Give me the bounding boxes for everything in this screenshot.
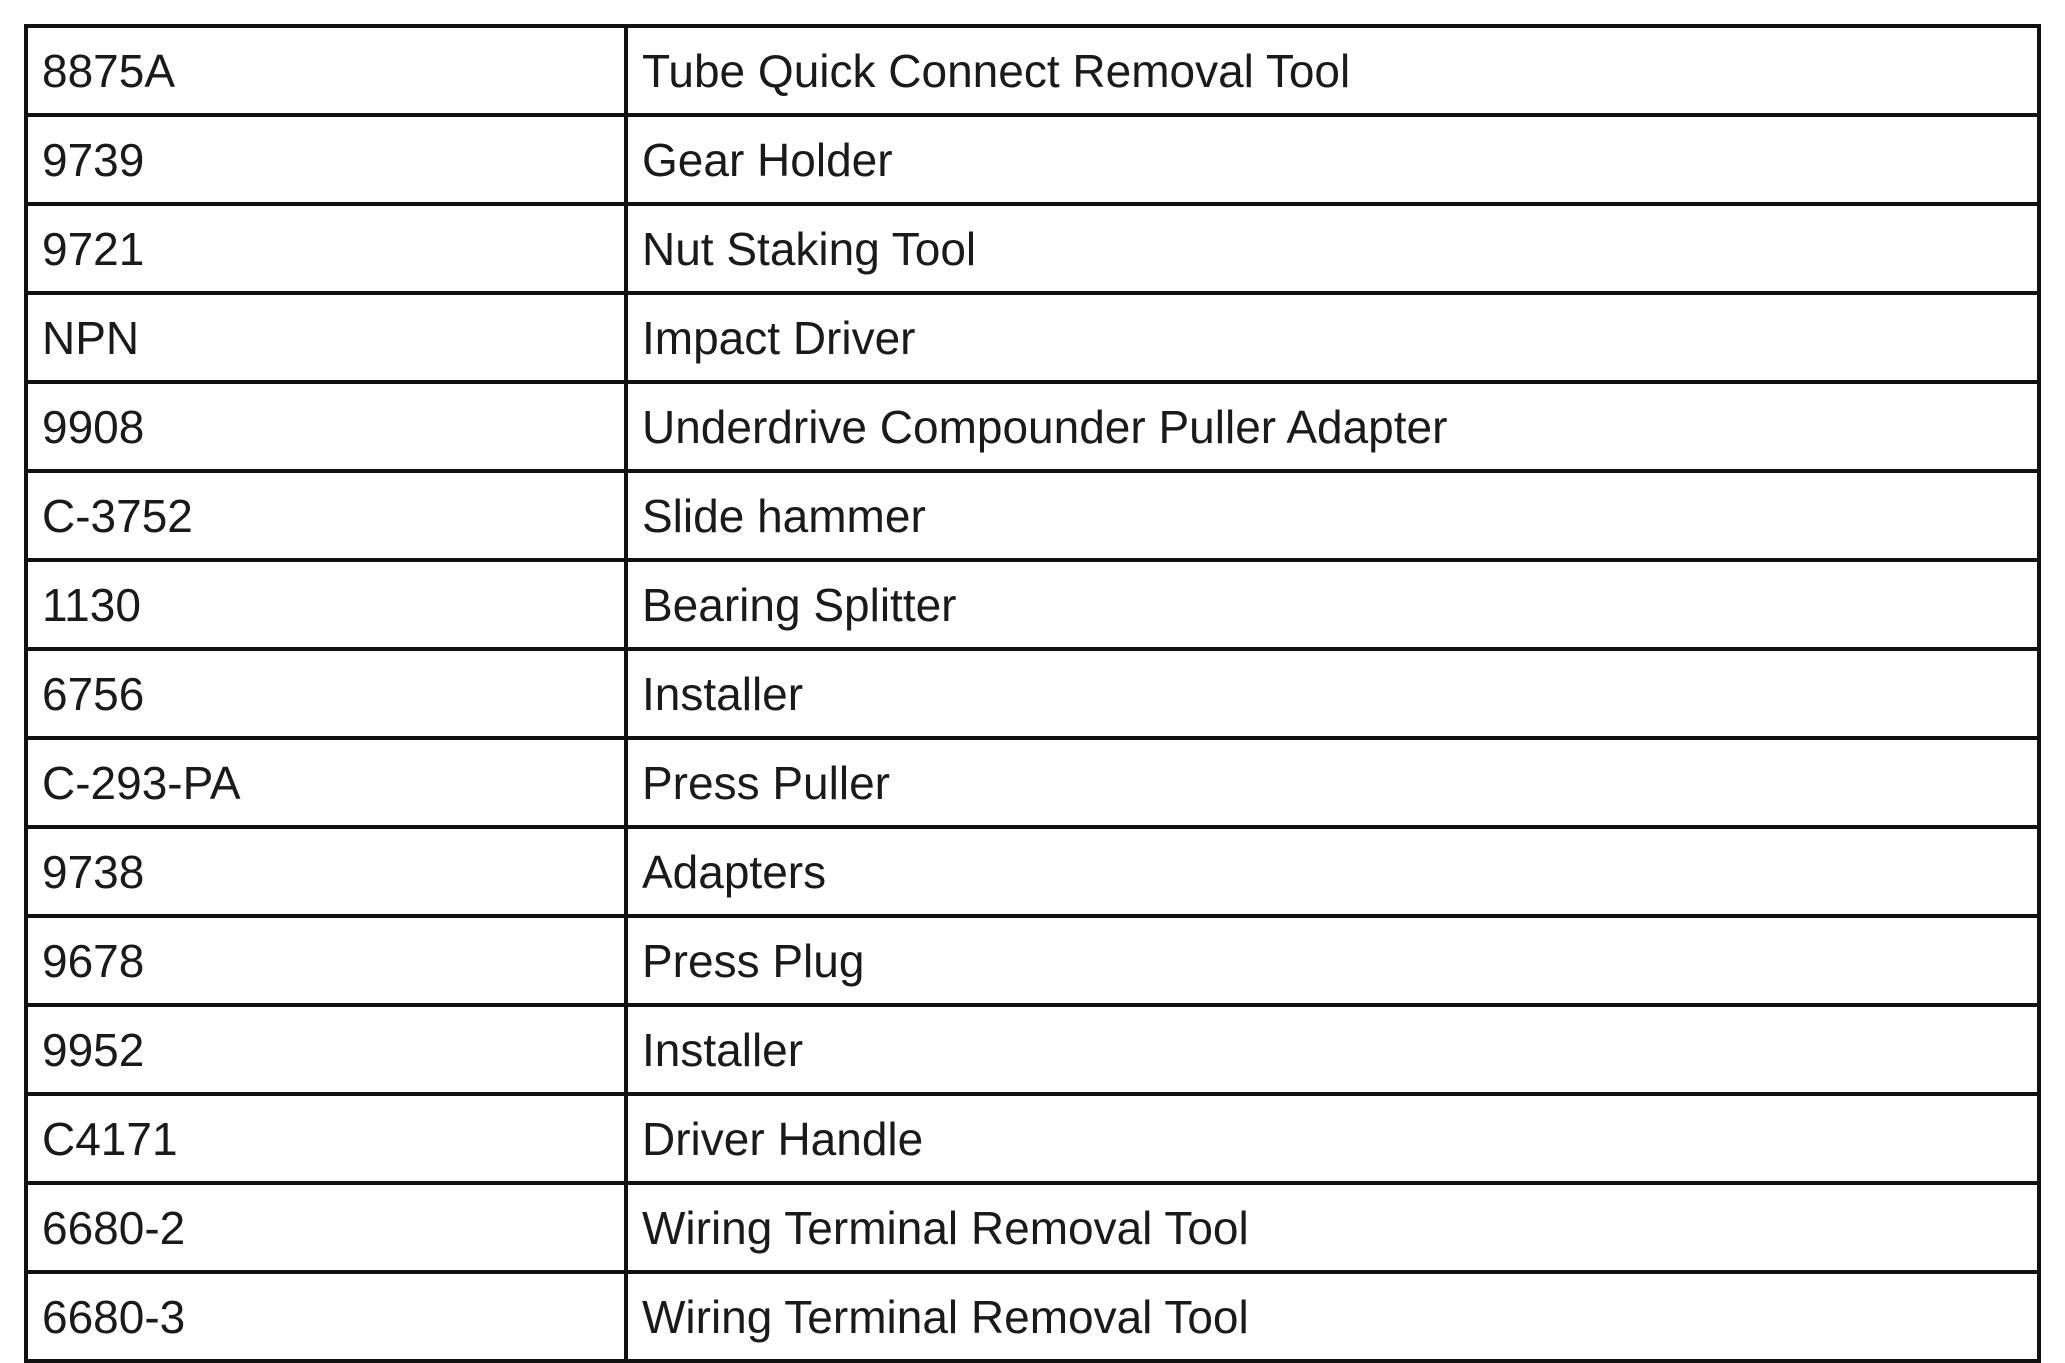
tool-description-cell: Press Puller xyxy=(626,738,2039,827)
tool-number-cell: 8875A xyxy=(26,26,626,115)
tool-number-cell: 9678 xyxy=(26,916,626,1005)
table-row xyxy=(26,471,2039,560)
table-row xyxy=(26,560,2039,649)
tool-number-cell: 9721 xyxy=(26,204,626,293)
tool-description-cell: Press Plug xyxy=(626,916,2039,1005)
tool-number-cell: 6680-2 xyxy=(26,1183,626,1272)
special-tools-table xyxy=(24,24,2041,1363)
tool-description-cell: Wiring Terminal Removal Tool xyxy=(626,1272,2039,1361)
table-row xyxy=(26,1005,2039,1094)
table-row xyxy=(26,293,2039,382)
tool-number-cell: 9738 xyxy=(26,827,626,916)
table-row xyxy=(26,26,2039,115)
table-row xyxy=(26,382,2039,471)
tool-description-cell: Tube Quick Connect Removal Tool xyxy=(626,26,2039,115)
tool-description-cell: Driver Handle xyxy=(626,1094,2039,1183)
tool-description-cell: Adapters xyxy=(626,827,2039,916)
table-row xyxy=(26,204,2039,293)
tool-description-cell: Wiring Terminal Removal Tool xyxy=(626,1183,2039,1272)
tool-number-cell: 9952 xyxy=(26,1005,626,1094)
table-row xyxy=(26,115,2039,204)
tool-number-cell: C-3752 xyxy=(26,471,626,560)
tool-description-cell: Slide hammer xyxy=(626,471,2039,560)
table-row xyxy=(26,1272,2039,1361)
tool-description-cell: Installer xyxy=(626,649,2039,738)
tool-number-cell: 9739 xyxy=(26,115,626,204)
tool-description-cell: Impact Driver xyxy=(626,293,2039,382)
tool-number-cell: C-293-PA xyxy=(26,738,626,827)
tool-number-cell: NPN xyxy=(26,293,626,382)
table-row xyxy=(26,1094,2039,1183)
table-row xyxy=(26,827,2039,916)
tool-description-cell: Bearing Splitter xyxy=(626,560,2039,649)
tool-number-cell: 6680-3 xyxy=(26,1272,626,1361)
tool-description-cell: Installer xyxy=(626,1005,2039,1094)
table-row xyxy=(26,649,2039,738)
table-row xyxy=(26,1183,2039,1272)
tool-number-cell: 6756 xyxy=(26,649,626,738)
table-row xyxy=(26,738,2039,827)
tool-description-cell: Nut Staking Tool xyxy=(626,204,2039,293)
tool-number-cell: 9908 xyxy=(26,382,626,471)
tool-rows xyxy=(26,26,2039,1361)
table-row xyxy=(26,916,2039,1005)
tool-description-cell: Underdrive Compounder Puller Adapter xyxy=(626,382,2039,471)
tool-number-cell: C4171 xyxy=(26,1094,626,1183)
tool-number-cell: 1130 xyxy=(26,560,626,649)
tool-description-cell: Gear Holder xyxy=(626,115,2039,204)
